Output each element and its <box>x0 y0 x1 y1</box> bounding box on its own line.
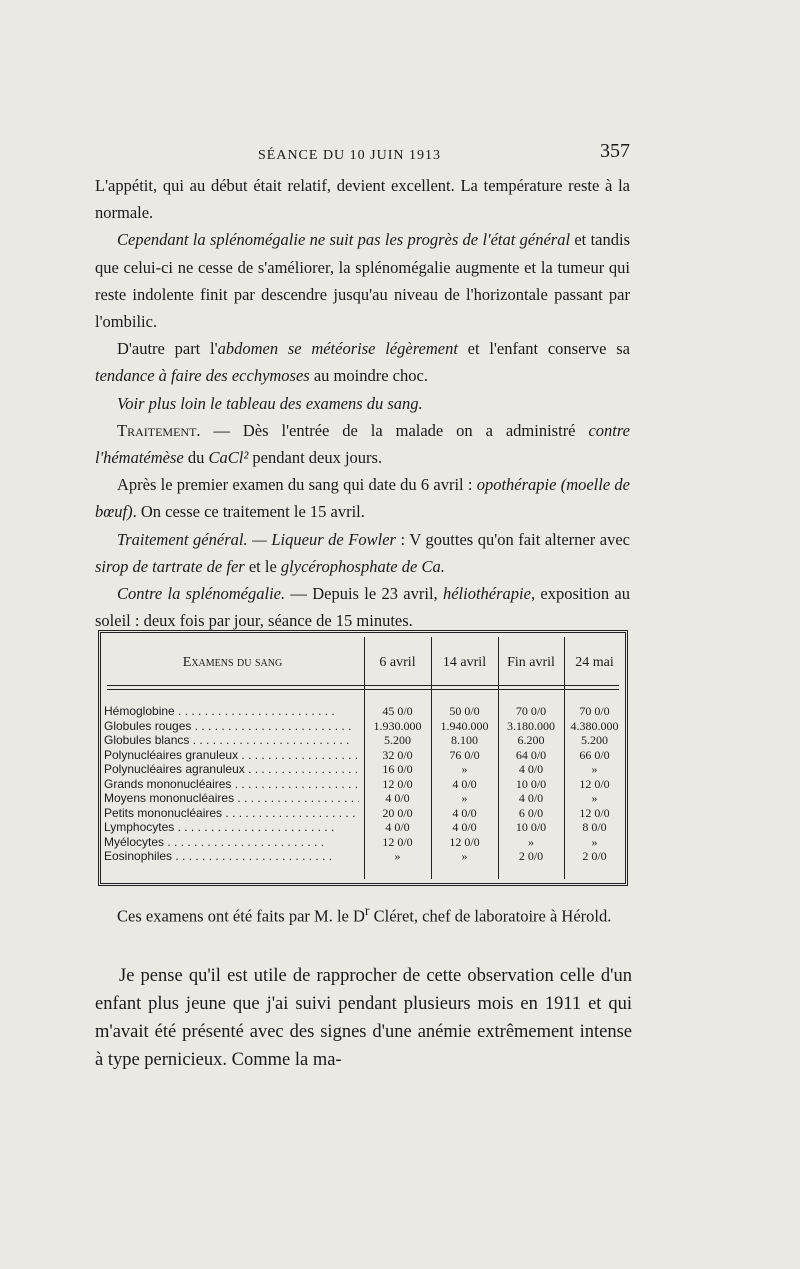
table-row <box>101 850 625 863</box>
table-cell: 12 0/0 <box>449 834 480 849</box>
plain-text: pendant deux jours. <box>248 448 383 468</box>
table-row <box>101 821 625 834</box>
running-head: SÉANCE DU 10 JUIN 1913 <box>258 148 441 163</box>
table-cell: 76 0/0 <box>449 747 480 762</box>
table-cell: 10 0/0 <box>515 776 547 791</box>
table-row <box>101 705 625 718</box>
table-cell: » <box>461 791 468 805</box>
table-cell: » <box>394 849 401 863</box>
plain-text: et le <box>244 556 281 576</box>
table-row <box>101 836 625 849</box>
table-cell: » <box>591 762 598 776</box>
plain-text: au moindre choc. <box>309 366 428 386</box>
row-label: Polynucléaires agranuleux . . . <box>104 763 359 776</box>
table-cell: 66 0/0 <box>579 747 610 762</box>
paragraph-examen <box>95 471 630 525</box>
table-cell: 12 0/0 <box>382 834 413 849</box>
table-row <box>101 807 625 820</box>
table-cell: 2 0/0 <box>518 849 544 863</box>
closing-paragraph <box>95 962 632 1074</box>
table-cell: 1.930.000 <box>373 718 422 733</box>
paragraph-splenomegalie-treatment <box>95 580 630 634</box>
table-cell: 70 0/0 <box>579 704 610 718</box>
table-cell: 32 0/0 <box>382 747 413 762</box>
plain-text: du <box>183 448 209 468</box>
italic-phrase: CaCl² <box>208 448 249 468</box>
italic-phrase: Voir plus loin le tableau des examens du sang. <box>117 393 423 413</box>
table-title: Examens du sang <box>182 655 283 670</box>
italic-phrase: Traitement général. — Liqueur de Fowler <box>117 529 396 549</box>
table-cell: 5.200 <box>384 733 411 747</box>
table-cell: 6 0/0 <box>518 805 544 820</box>
table-cell: 2 0/0 <box>582 849 607 863</box>
table-cell: 4.380.000 <box>570 718 619 733</box>
table-row <box>101 778 625 791</box>
table-cell: » <box>528 834 534 849</box>
paragraph-traitement <box>95 417 630 471</box>
italic-phrase: Contre la splénomégalie. <box>117 584 286 604</box>
table-cell: » <box>461 762 468 776</box>
table-cell: 4 0/0 <box>452 805 477 820</box>
table-cell: 50 0/0 <box>449 704 480 718</box>
page-number: 357 <box>600 140 630 162</box>
table-cell: » <box>591 834 598 849</box>
section-heading: Traitement <box>117 420 197 440</box>
table-cell: 1.940.000 <box>440 718 489 733</box>
italic-phrase: contre l'hématémèse <box>95 420 630 468</box>
table-cell: 4 0/0 <box>452 776 477 791</box>
table-cell: 12 0/0 <box>579 805 610 820</box>
table-cell: 6.200 <box>517 733 545 747</box>
row-label: Myélocytes . . . <box>104 836 359 849</box>
paragraph-appetit-text: L'appétit, qui au début était relatif, devient excellent. La température reste à la normale. <box>95 176 630 223</box>
plain-text: — Depuis le 23 avril, <box>285 584 443 604</box>
table-cell: 12 0/0 <box>579 776 610 791</box>
italic-phrase: tendance à faire des ecchymoses <box>95 366 310 386</box>
row-label: Grands mononucléaires . . . <box>104 778 359 791</box>
table-cell: 16 0/0 <box>382 762 413 776</box>
closing-paragraph-text: Je pense qu'il est utile de rapprocher de cette observation celle d'un enfant plus jeune que j'ai suivi pendant plusieurs mois en 1911 et qui m'avait été présenté avec des signes d'une anémie extrêmement intense à type pernicieux. Comme la ma- <box>95 966 632 1070</box>
plain-text: Après le premier examen du sang qui date du 6 avril : <box>117 475 477 495</box>
plain-text: Cléret, chef de laboratoire à Hérold. <box>369 906 612 926</box>
row-label: Lymphocytes . . . <box>104 821 359 834</box>
body-text <box>95 172 630 634</box>
footer-note <box>95 896 630 932</box>
row-label: Hémoglobine . . . <box>104 705 359 718</box>
table-cell: 8 0/0 <box>582 820 607 834</box>
row-label: Polynucléaires granuleux . . . <box>104 749 359 762</box>
table-cell: 3.180.000 <box>507 718 555 733</box>
header-rule <box>107 685 619 690</box>
paragraph-appetit <box>95 172 630 226</box>
italic-phrase: sirop de tartrate de fer <box>95 556 245 576</box>
table-cell: 8.100 <box>451 733 478 747</box>
lab-note <box>95 896 630 932</box>
column-header: Fin avril <box>507 655 555 670</box>
plain-text: , exposition au soleil : deux fois par jour, séance de 15 minutes. <box>95 584 630 631</box>
paragraph-abdomen <box>95 335 630 389</box>
column-header: 14 avril <box>442 655 487 670</box>
plain-text: D'autre part l' <box>117 339 218 359</box>
table-cell: 12 0/0 <box>382 776 413 791</box>
table-cell: 70 0/0 <box>515 704 547 718</box>
table-cell: 4 0/0 <box>518 791 544 805</box>
table-row <box>101 763 625 776</box>
table-row <box>101 792 625 805</box>
paragraph-traitement-general <box>95 526 630 580</box>
table-cell: 20 0/0 <box>382 805 413 820</box>
plain-text: . — Dès l'entrée de la malade on a administré <box>196 420 589 440</box>
paragraph-splenomegalie <box>95 226 630 335</box>
paragraph-voir <box>95 390 630 417</box>
italic-phrase: glycérophosphate de Ca. <box>280 556 445 576</box>
table-cell: 10 0/0 <box>515 820 547 834</box>
table-cell: 4 0/0 <box>518 762 544 776</box>
blood-exam-table <box>98 630 628 886</box>
page-header <box>95 140 630 170</box>
italic-phrase: opothérapie (moelle de bœuf) <box>95 475 630 522</box>
column-header: 6 avril <box>379 655 416 670</box>
superscript: r <box>364 903 370 918</box>
table-row <box>101 720 625 733</box>
table-cell: » <box>591 791 598 805</box>
italic-phrase: Cependant la splénomégalie ne suit pas les progrès de l'état général <box>117 230 571 250</box>
row-label: Eosinophiles . . . <box>104 850 359 863</box>
plain-text: . On cesse ce traitement le 15 avril. <box>132 502 365 522</box>
table-cell: 4 0/0 <box>385 791 410 805</box>
plain-text: et tandis que celui-ci ne cesse de s'améliorer, la splénomégalie augmente et la tumeur qui reste indolente finit par descendre jusqu'au niveau de l'horizontale passant par l'ombilic. <box>95 230 630 332</box>
row-label: Petits mononucléaires . . . <box>104 807 359 820</box>
table-cell: 4 0/0 <box>452 820 477 834</box>
table-cell: 64 0/0 <box>515 747 547 762</box>
table-cell: 45 0/0 <box>382 704 413 718</box>
row-label: Moyens mononucléaires . . . <box>104 792 359 805</box>
row-label: Globules rouges . . . <box>104 720 359 733</box>
italic-phrase: abdomen se météorise légèrement <box>217 339 458 359</box>
table-row <box>101 749 625 762</box>
plain-text: Ces examens ont été faits par M. le D <box>117 906 365 926</box>
table-cell: 5.200 <box>581 733 608 747</box>
table-row <box>101 734 625 747</box>
table-cell: » <box>461 849 468 863</box>
table-cell: 4 0/0 <box>385 820 410 834</box>
plain-text: et l'enfant conserve sa <box>457 339 630 359</box>
plain-text: : V gouttes qu'on fait alterner avec <box>395 529 631 549</box>
row-label: Globules blancs . . . <box>104 734 359 747</box>
column-header: 24 mai <box>575 655 614 670</box>
italic-phrase: héliothérapie <box>442 584 531 604</box>
